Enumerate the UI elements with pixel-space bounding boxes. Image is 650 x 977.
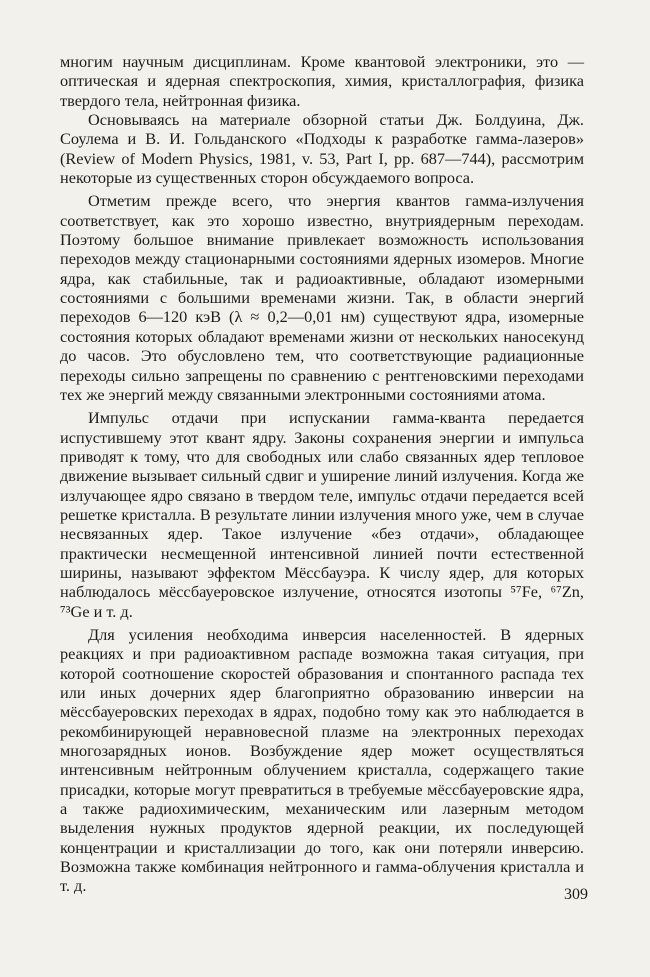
paragraph-sources: Основываясь на материале обзорной статьи Дж. Болдуина, Дж. Соулема и В. И. Гольданского «Подходы к разработке гамма-лазеров» (Review of Modern Physics, 1981, v. 53, Part I, pp. 687—744), рассмотрим некоторые из существенных сторон обсуждаемого вопроса. (60, 110, 584, 188)
page-body (60, 52, 584, 896)
paragraph-energy: Отметим прежде всего, что энергия квантов гамма-излучения соответствует, как это хорошо известно, внутриядерным переходам. Поэтому большое внимание привлекает возможность использования переходов между стационарными состояниями ядерных изомеров. Многие ядра, как стабильные, так и радиоактивные, обладают изомерными состояниями с большими временами жизни. Так, в области энергий переходов 6—120 кэВ (λ ≈ 0,2—0,01 нм) существуют ядра, изомерные состояния которых обладают временами жизни от нескольких наносекунд до часов. Это обусловлено тем, что соответствующие радиационные переходы сильно запрещены по сравнению с рентгеновскими переходами тех же энергий между связанными электронными состояниями атома. (60, 191, 584, 404)
paragraph-continuation: многим научным дисциплинам. Кроме квантовой электроники, это — оптическая и ядерная спектроскопия, химия, кристаллография, физика твердого тела, нейтронная физика. (60, 52, 584, 110)
paragraph-inversion: Для усиления необходима инверсия населенностей. В ядерных реакциях и при радиоактивном распаде возможна такая ситуация, при которой соотношение скоростей образования и спонтанного распада тех или иных дочерних ядер благоприятно образованию инверсии на мёссбауеровских переходах в ядрах, подобно тому как это наблюдается в рекомбинирующей неравновесной плазме на электронных переходах многозарядных ионов. Возбуждение ядер может осуществляться интенсивным нейтронным облучением кристалла, содержащего такие присадки, которые могут превратиться в требуемые мёссбауеровские ядра, а также радиохимическим, механическим или лазерным методом выделения нужных продуктов ядерной реакции, их последующей концентрации и кристаллизации до того, как они потеряли инверсию. Возможна также комбинация нейтронного и гамма-облучения кристалла и т. д. (60, 624, 584, 896)
page-number: 309 (564, 886, 588, 903)
paragraph-recoil: Импульс отдачи при испускании гамма-кванта передается испустившему этот квант ядру. Законы сохранения энергии и импульса приводят к тому, что для свободных или слабо связанных ядер тепловое движение вызывает сильный сдвиг и уширение линий излучения. Когда же излучающее ядро связано в твердом теле, импульс отдачи передается всей решетке кристалла. В результате линии излучения много уже, чем в случае несвязанных ядер. Такое излучение «без отдачи», обладающее практически несмещенной интенсивной линией почти естественной ширины, называют эффектом Мёссбауэра. К числу ядер, для которых наблюдалось мёссбауеровское излучение, относятся изотопы ⁵⁷Fe, ⁶⁷Zn, ⁷³Ge и т. д. (60, 408, 584, 621)
